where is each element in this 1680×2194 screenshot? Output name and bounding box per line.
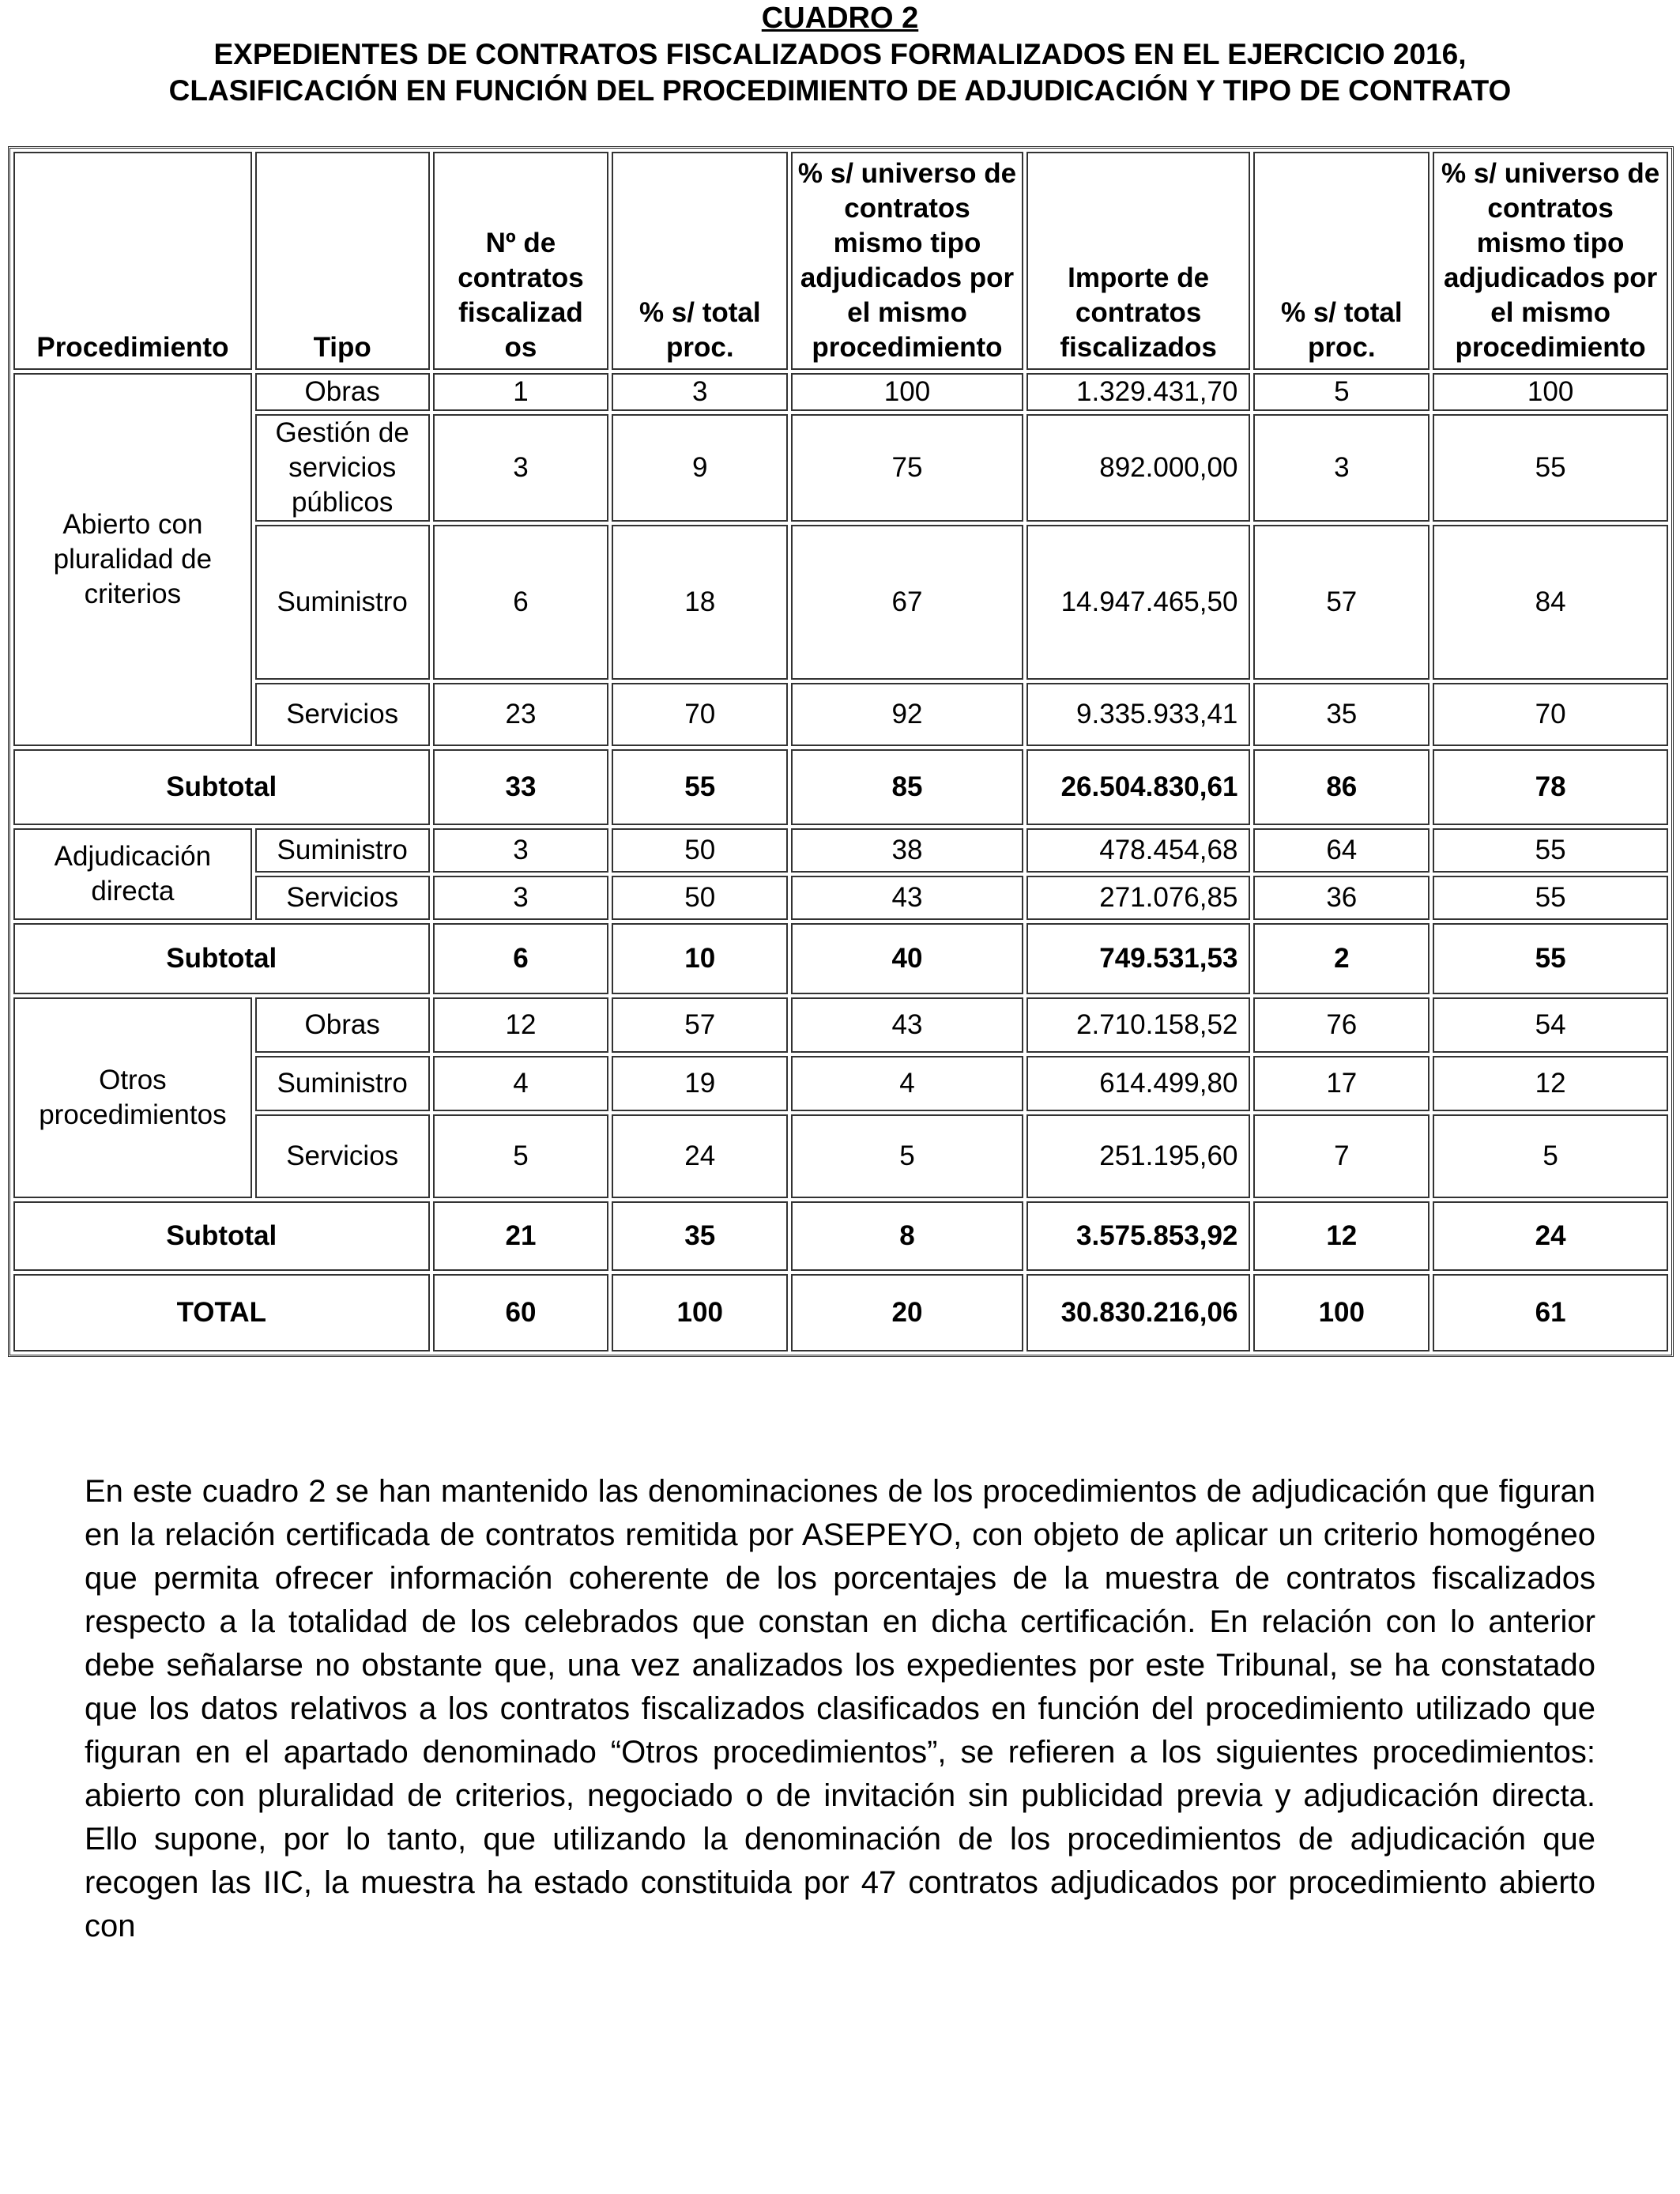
pct-total-importe-cell: 36 <box>1253 876 1430 920</box>
header-procedimiento: Procedimiento <box>13 152 252 370</box>
importe-cell: 614.499,80 <box>1026 1056 1251 1111</box>
table-row <box>13 683 1668 746</box>
header-row <box>13 152 1668 370</box>
total-row <box>13 1274 1668 1351</box>
pct-total-cell: 19 <box>612 1056 788 1111</box>
importe-cell: 2.710.158,52 <box>1026 997 1251 1053</box>
pct-universo-cell: 85 <box>791 749 1023 825</box>
importe-cell: 251.195,60 <box>1026 1114 1251 1198</box>
pct-universo-cell: 92 <box>791 683 1023 746</box>
importe-cell: 30.830.216,06 <box>1026 1274 1251 1351</box>
pct-total-importe-cell: 2 <box>1253 923 1430 994</box>
importe-cell: 26.504.830,61 <box>1026 749 1251 825</box>
body-paragraph <box>85 1470 1595 1948</box>
tipo-cell: Gestión de servicios públicos <box>255 414 430 522</box>
table-row <box>13 373 1668 411</box>
n-cell: 6 <box>433 525 609 680</box>
n-cell: 12 <box>433 997 609 1053</box>
pct-total-importe-cell: 100 <box>1253 1274 1430 1351</box>
table-row <box>13 828 1668 873</box>
paragraph-text: En este cuadro 2 se han mantenido las denominaciones de los procedimientos de adjudicación que figuran en la relación certificada de contratos remitida por ASEPEYO, con objeto de aplicar un criterio homogéneo que permita ofrecer información coherente de los porcentajes de la muestra de contratos fiscalizados respecto a la totalidad de los celebrados que constan en dicha certificación. En relación con lo anterior debe señalarse no obstante que, una vez analizados los expedientes por este Tribunal, se ha constatado que los datos relativos a los contratos fiscalizados clasificados en función del procedimiento utilizado que figuran en el apartado denominado “Otros procedimientos”, se refieren a los siguientes procedimientos: abierto con pluralidad de criterios, negociado o de invitación sin publicidad previa y adjudicación directa. Ello supone, por lo tanto, que utilizando la denominación de los procedimientos de adjudicación que recogen las IIC, la muestra ha estado constituida por 47 contratos adjudicados por procedimiento abierto con <box>85 1474 1595 1943</box>
pct-universo-importe-cell: 55 <box>1433 828 1668 873</box>
header-importe: Importe de contratos fiscalizados <box>1026 152 1251 370</box>
pct-universo-importe-cell: 5 <box>1433 1114 1668 1198</box>
n-cell: 4 <box>433 1056 609 1111</box>
n-cell: 6 <box>433 923 609 994</box>
pct-total-importe-cell: 17 <box>1253 1056 1430 1111</box>
pct-universo-importe-cell: 70 <box>1433 683 1668 746</box>
pct-total-importe-cell: 7 <box>1253 1114 1430 1198</box>
pct-universo-cell: 40 <box>791 923 1023 994</box>
procedimiento-cell: Adjudicación directa <box>13 828 252 920</box>
subtotal-label: Subtotal <box>13 1201 430 1271</box>
pct-total-cell: 55 <box>612 749 788 825</box>
importe-cell: 478.454,68 <box>1026 828 1251 873</box>
table-row <box>13 876 1668 920</box>
pct-total-importe-cell: 5 <box>1253 373 1430 411</box>
n-cell: 1 <box>433 373 609 411</box>
table-row <box>13 414 1668 522</box>
tipo-cell: Servicios <box>255 876 430 920</box>
tipo-cell: Suministro <box>255 1056 430 1111</box>
importe-cell: 3.575.853,92 <box>1026 1201 1251 1271</box>
n-cell: 33 <box>433 749 609 825</box>
n-cell: 23 <box>433 683 609 746</box>
table-number: CUADRO 2 <box>761 2 919 35</box>
pct-universo-importe-cell: 100 <box>1433 373 1668 411</box>
importe-cell: 1.329.431,70 <box>1026 373 1251 411</box>
table-title-block <box>0 0 1680 109</box>
tipo-cell: Obras <box>255 997 430 1053</box>
pct-total-importe-cell: 86 <box>1253 749 1430 825</box>
contracts-table <box>8 146 1674 1357</box>
pct-universo-cell: 8 <box>791 1201 1023 1271</box>
tipo-cell: Suministro <box>255 525 430 680</box>
table-row <box>13 997 1668 1053</box>
table-row <box>13 1056 1668 1111</box>
table-row <box>13 525 1668 680</box>
table-title-line1: EXPEDIENTES DE CONTRATOS FISCALIZADOS FORMALIZADOS EN EL EJERCICIO 2016, <box>213 38 1467 70</box>
tipo-cell: Servicios <box>255 683 430 746</box>
pct-total-cell: 57 <box>612 997 788 1053</box>
pct-total-cell: 10 <box>612 923 788 994</box>
n-cell: 21 <box>433 1201 609 1271</box>
tipo-cell: Suministro <box>255 828 430 873</box>
subtotal-row <box>13 1201 1668 1271</box>
importe-cell: 9.335.933,41 <box>1026 683 1251 746</box>
pct-total-cell: 70 <box>612 683 788 746</box>
header-tipo: Tipo <box>255 152 430 370</box>
pct-universo-importe-cell: 55 <box>1433 923 1668 994</box>
n-cell: 3 <box>433 876 609 920</box>
importe-cell: 271.076,85 <box>1026 876 1251 920</box>
header-pct-universo-2: % s/ universo de contratos mismo tipo adjudicados por el mismo procedimiento <box>1433 152 1668 370</box>
tipo-cell: Servicios <box>255 1114 430 1198</box>
pct-universo-cell: 67 <box>791 525 1023 680</box>
pct-total-importe-cell: 76 <box>1253 997 1430 1053</box>
pct-universo-importe-cell: 24 <box>1433 1201 1668 1271</box>
pct-universo-cell: 100 <box>791 373 1023 411</box>
n-cell: 5 <box>433 1114 609 1198</box>
pct-universo-cell: 38 <box>791 828 1023 873</box>
subtotal-row <box>13 923 1668 994</box>
pct-total-importe-cell: 57 <box>1253 525 1430 680</box>
tipo-cell: Obras <box>255 373 430 411</box>
header-pct-total-2: % s/ total proc. <box>1253 152 1430 370</box>
pct-universo-importe-cell: 55 <box>1433 414 1668 522</box>
pct-universo-importe-cell: 78 <box>1433 749 1668 825</box>
pct-universo-cell: 20 <box>791 1274 1023 1351</box>
pct-total-importe-cell: 64 <box>1253 828 1430 873</box>
procedimiento-cell: Abierto con pluralidad de criterios <box>13 373 252 746</box>
pct-universo-importe-cell: 55 <box>1433 876 1668 920</box>
n-cell: 60 <box>433 1274 609 1351</box>
pct-universo-cell: 4 <box>791 1056 1023 1111</box>
pct-total-importe-cell: 3 <box>1253 414 1430 522</box>
total-label: TOTAL <box>13 1274 430 1351</box>
table-row <box>13 1114 1668 1198</box>
pct-universo-cell: 5 <box>791 1114 1023 1198</box>
pct-total-cell: 35 <box>612 1201 788 1271</box>
pct-universo-importe-cell: 54 <box>1433 997 1668 1053</box>
subtotal-label: Subtotal <box>13 749 430 825</box>
n-cell: 3 <box>433 414 609 522</box>
pct-total-importe-cell: 12 <box>1253 1201 1430 1271</box>
header-pct-universo-1: % s/ universo de contratos mismo tipo adjudicados por el mismo procedimiento <box>791 152 1023 370</box>
pct-universo-cell: 43 <box>791 876 1023 920</box>
header-pct-total-1: % s/ total proc. <box>612 152 788 370</box>
pct-universo-cell: 75 <box>791 414 1023 522</box>
n-cell: 3 <box>433 828 609 873</box>
pct-total-cell: 3 <box>612 373 788 411</box>
header-n-contratos: Nº de contratos fiscalizad os <box>433 152 609 370</box>
pct-universo-importe-cell: 84 <box>1433 525 1668 680</box>
importe-cell: 749.531,53 <box>1026 923 1251 994</box>
pct-total-cell: 50 <box>612 876 788 920</box>
pct-universo-importe-cell: 61 <box>1433 1274 1668 1351</box>
pct-total-importe-cell: 35 <box>1253 683 1430 746</box>
pct-total-cell: 9 <box>612 414 788 522</box>
procedimiento-cell: Otros procedimientos <box>13 997 252 1198</box>
table-title-line2: CLASIFICACIÓN EN FUNCIÓN DEL PROCEDIMIENTO DE ADJUDICACIÓN Y TIPO DE CONTRATO <box>168 74 1512 107</box>
subtotal-label: Subtotal <box>13 923 430 994</box>
pct-universo-importe-cell: 12 <box>1433 1056 1668 1111</box>
importe-cell: 892.000,00 <box>1026 414 1251 522</box>
importe-cell: 14.947.465,50 <box>1026 525 1251 680</box>
pct-universo-cell: 43 <box>791 997 1023 1053</box>
pct-total-cell: 18 <box>612 525 788 680</box>
pct-total-cell: 24 <box>612 1114 788 1198</box>
subtotal-row <box>13 749 1668 825</box>
pct-total-cell: 50 <box>612 828 788 873</box>
pct-total-cell: 100 <box>612 1274 788 1351</box>
